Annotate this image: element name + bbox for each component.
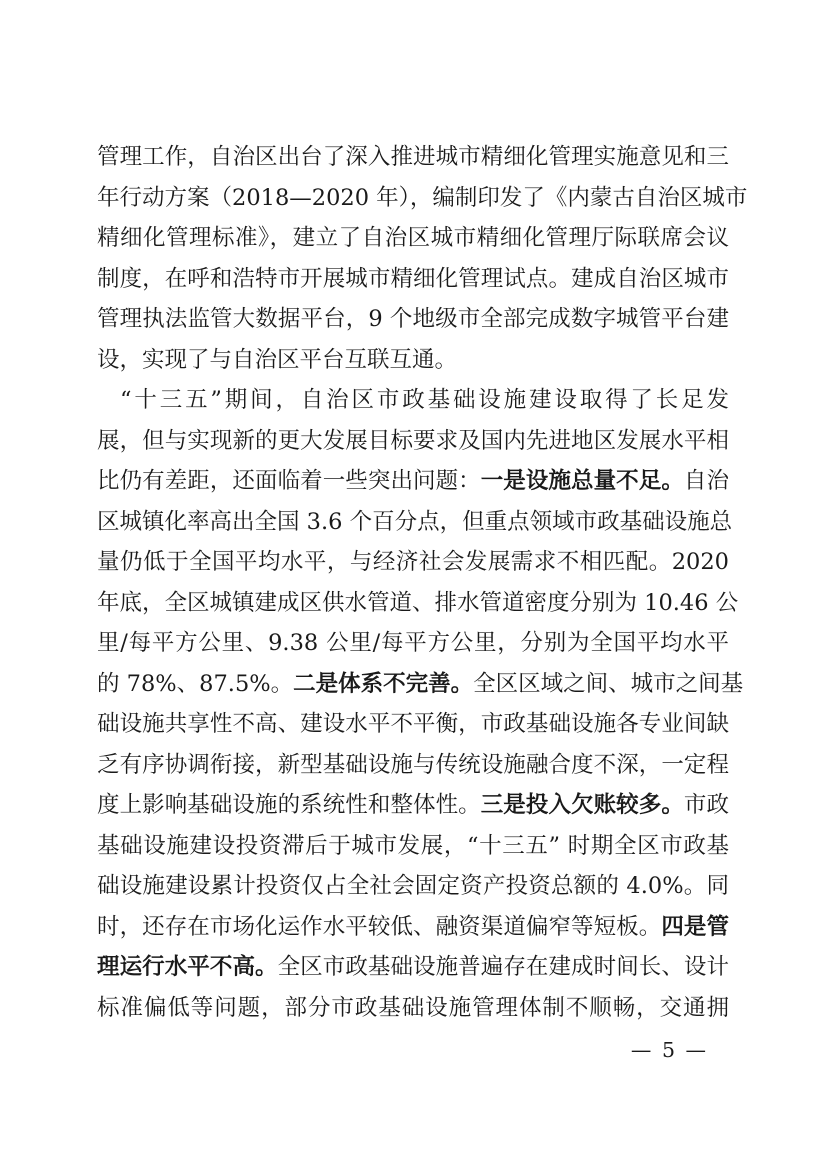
text-segment: 全区市政基础设施普遍存在建成时间长、设计 [277, 954, 729, 980]
text-line [97, 907, 729, 948]
text-line [97, 502, 733, 543]
text-line [97, 461, 729, 502]
emphasis-text-segment: 四是管 [661, 913, 729, 940]
text-line [97, 421, 729, 462]
text-line [97, 664, 744, 705]
text-segment: 度上影响基础设施的系统性和整体性。 [97, 792, 481, 818]
text-segment: 全区区域之间、城市之间基 [473, 670, 744, 697]
text-line [97, 745, 729, 786]
text-segment: 自治 [683, 468, 729, 494]
text-segment: 精细化管理标准》，建立了自治区城市精细化管理厅际联席会议 [97, 225, 729, 251]
text-segment: 量仍低于全国平均水平，与经济社会发展需求不相匹配。2020 [97, 549, 729, 575]
text-segment: 管理执法监管大数据平台，9 个地级市全部完成数字城管平台建 [97, 306, 729, 332]
text-line [97, 988, 729, 1029]
text-segment: 础设施建设累计投资仅占全社会固定资产投资总额的 4.0%。同 [97, 873, 729, 899]
text-line [97, 259, 729, 300]
text-line [97, 299, 729, 340]
text-line [97, 218, 729, 259]
text-segment: 区城镇化率高出全国 3.6 个百分点，但重点领域市政基础设施总 [97, 508, 733, 535]
text-segment: 管理工作，自治区出台了深入推进城市精细化管理实施意见和三 [97, 144, 729, 170]
text-line [97, 137, 729, 178]
emphasis-text-segment: 三是投入欠账较多。 [480, 792, 684, 818]
text-line [97, 826, 729, 867]
text-segment: 乏有序协调衔接，新型基础设施与传统设施融合度不深，一定程 [97, 751, 729, 778]
text-line [97, 866, 729, 907]
text-segment: 里/每平方公里、9.38 公里/每平方公里，分别为全国平均水平 [97, 630, 729, 656]
text-line [97, 785, 729, 826]
text-segment: 展，但与实现新的更大发展目标要求及国内先进地区发展水平相 [97, 427, 729, 454]
text-segment: 标准偏低等问题，部分市政基础设施管理体制不顺畅，交通拥 [97, 994, 729, 1021]
text-line [97, 623, 729, 664]
text-segment: 年行动方案（2018—2020 年），编制印发了《内蒙古自治区城市 [97, 184, 748, 211]
text-line [97, 947, 729, 988]
text-segment: “十三五”期间，自治区市政基础设施建设取得了长足发 [120, 387, 729, 413]
text-line [97, 178, 748, 219]
emphasis-text-segment: 理运行水平不高。 [97, 954, 278, 980]
text-line [97, 340, 729, 381]
text-segment: 础设施共享性不高、建设水平不平衡，市政基础设施各专业间缺 [97, 711, 729, 737]
text-line [97, 380, 729, 421]
text-segment: 的 78%、87.5%。 [97, 670, 294, 697]
emphasis-text-segment: 一是设施总量不足。 [480, 468, 684, 494]
page-number: — 5 — [630, 1038, 708, 1062]
text-segment: 制度，在呼和浩特市开展城市精细化管理试点。建成自治区城市 [97, 265, 729, 292]
text-segment: 市政 [683, 792, 729, 818]
text-segment: 设，实现了与自治区平台互联互通。 [97, 346, 458, 373]
text-line [97, 704, 729, 745]
text-segment: 比仍有差距，还面临着一些突出问题： [97, 468, 481, 494]
text-line [97, 583, 739, 624]
text-segment: 年底，全区城镇建成区供水管道、排水管道密度分别为 10.46 公 [97, 589, 739, 616]
body-text [97, 137, 748, 1028]
text-segment: 时，还存在市场化运作水平较低、融资渠道偏窄等短板。 [97, 913, 662, 940]
text-line [97, 542, 729, 583]
text-segment: 基础设施建设投资滞后于城市发展，“十三五” 时期全区市政基 [97, 832, 729, 859]
emphasis-text-segment: 二是体系不完善。 [293, 670, 474, 697]
